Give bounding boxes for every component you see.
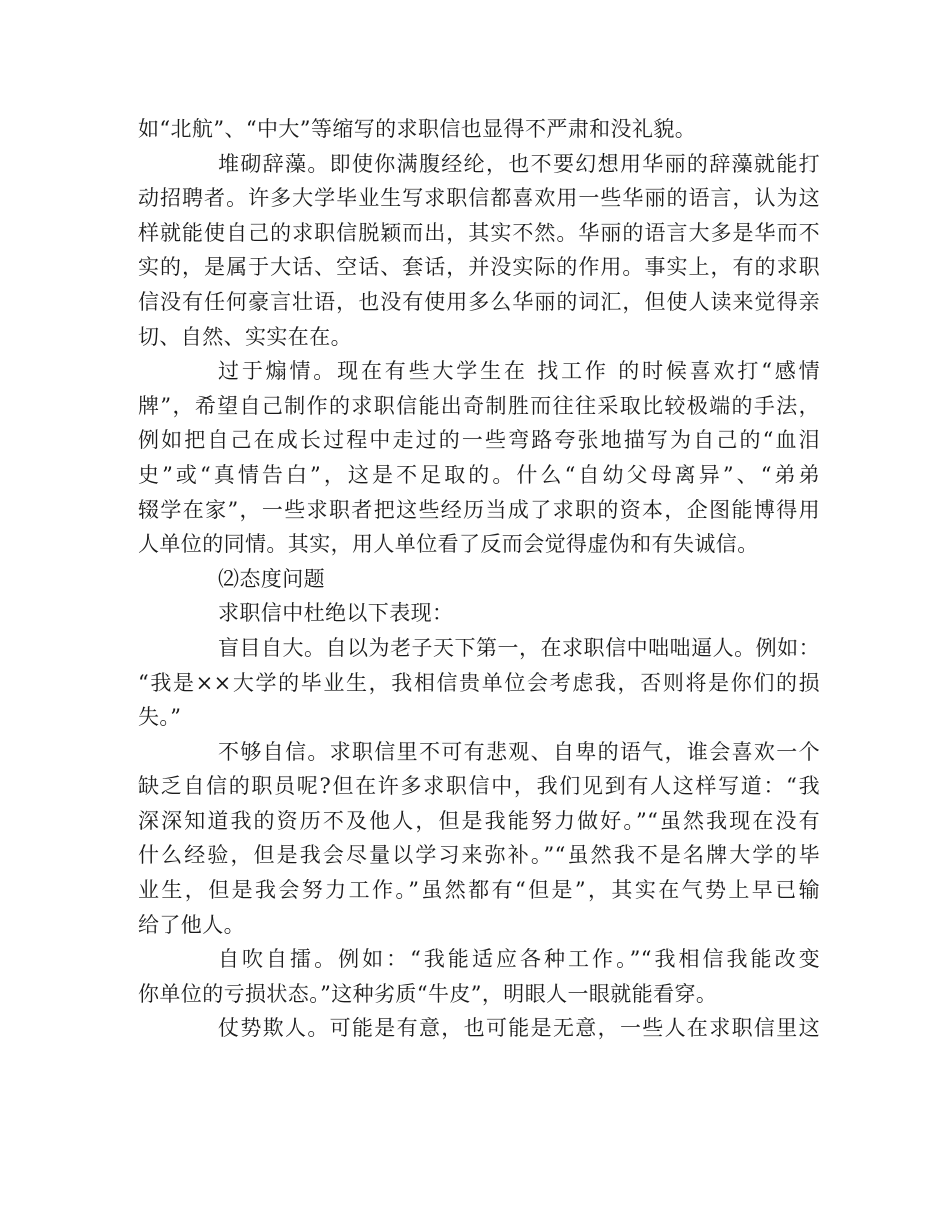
text-line: 盲目自大。自以为老子天下第一，在求职信中咄咄逼人。例如： <box>218 635 820 660</box>
text-line: 自吹自擂。例如：“我能适应各种工作。”“我相信我能改变 <box>218 947 820 972</box>
text-line: 缺乏自信的职员呢?但在许多求职信中，我们见到有人这样写道：“我 <box>138 774 820 799</box>
text-line: 样就能使自己的求职信脱颖而出，其实不然。华丽的语言大多是华而不 <box>138 220 820 245</box>
text-line: 堆砌辞藻。即使你满腹经纶，也不要幻想用华丽的辞藻就能打 <box>218 151 820 176</box>
text-line: 实的，是属于大话、空话、套话，并没实际的作用。事实上，有的求职 <box>138 255 820 280</box>
text-line: 深深知道我的资历不及他人，但是我能努力做好。”“虽然我现在没有 <box>138 808 820 833</box>
text-line: “我是××大学的毕业生，我相信贵单位会考虑我，否则将是你们的损 <box>138 670 820 695</box>
text-line: 求职信中杜绝以下表现： <box>218 601 454 626</box>
text-line: 给了他人。 <box>138 912 245 937</box>
text-line: 人单位的同情。其实，用人单位看了反而会觉得虚伪和有失诚信。 <box>138 532 759 557</box>
text-line: 例如把自己在成长过程中走过的一些弯路夸张地描写为自己的“血泪 <box>138 428 820 453</box>
text-line: ⑵态度问题 <box>218 566 325 591</box>
text-line: 史”或“真情告白”，这是不足取的。什么“自幼父母离异”、“弟弟 <box>138 462 820 487</box>
text-line: 什么经验，但是我会尽量以学习来弥补。”“虽然我不是名牌大学的毕 <box>138 843 820 868</box>
text-line: 切、自然、实实在在。 <box>138 324 352 349</box>
text-line: 过于煽情。现在有些大学生在 找工作 的时候喜欢打“感情 <box>218 359 820 384</box>
text-line: 你单位的亏损状态。”这种劣质“牛皮”，明眼人一眼就能看穿。 <box>138 981 718 1006</box>
text-line: 不够自信。求职信里不可有悲观、自卑的语气，谁会喜欢一个 <box>218 739 820 764</box>
text-line: 业生，但是我会努力工作。”虽然都有“但是”，其实在气势上早已输 <box>138 878 820 903</box>
text-line: 动招聘者。许多大学毕业生写求职信都喜欢用一些华丽的语言，认为这 <box>138 186 820 211</box>
text-line: 失。” <box>138 705 182 730</box>
text-line: 信没有任何豪言壮语，也没有使用多么华丽的词汇，但使人读来觉得亲 <box>138 289 820 314</box>
text-line: 仗势欺人。可能是有意，也可能是无意，一些人在求职信里这 <box>218 1016 820 1041</box>
text-line: 如“北航”、“中大”等缩写的求职信也显得不严肃和没礼貌。 <box>138 117 697 141</box>
text-line: 牌”，希望自己制作的求职信能出奇制胜而往往采取比较极端的手法， <box>138 393 820 418</box>
document-body <box>138 112 820 1046</box>
text-line: 辍学在家”，一些求职者把这些经历当成了求职的资本，企图能博得用 <box>138 497 820 522</box>
